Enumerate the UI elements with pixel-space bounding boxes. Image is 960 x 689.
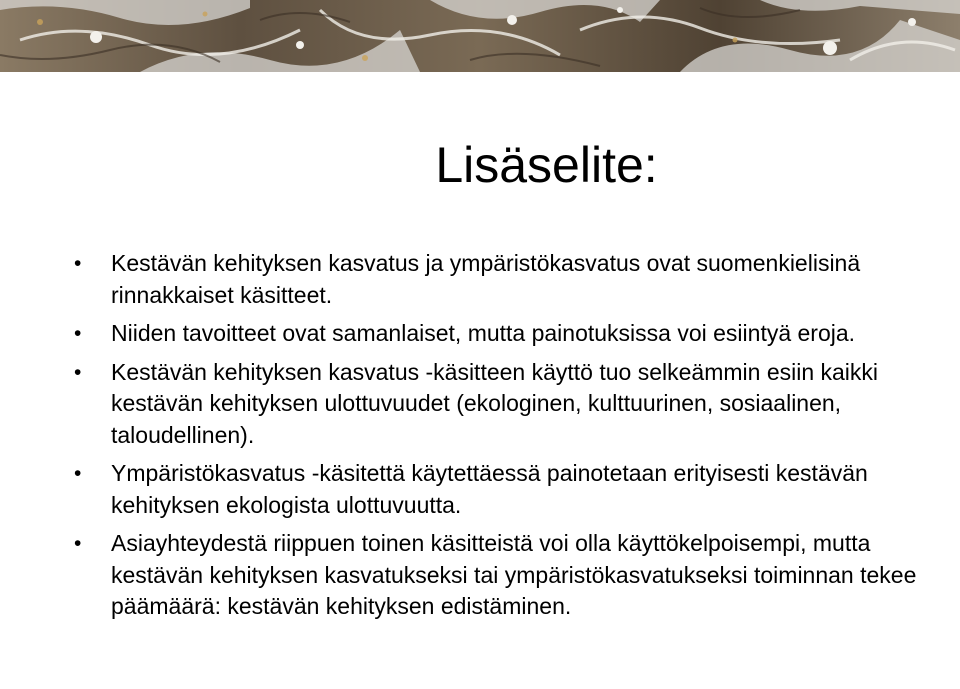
bullet-item — [0, 318, 960, 350]
bullet-item — [0, 357, 960, 452]
ice-texture-image — [0, 0, 960, 72]
header-photo-banner — [0, 0, 960, 72]
bullet-text: Kestävän kehityksen kasvatus ja ympäristökasvatus ovat suomenkielisinä rinnakkaiset käsitteet. — [111, 250, 861, 308]
bullet-text: Kestävän kehityksen kasvatus -käsitteen käyttö tuo selkeämmin esiin kaikki kestävän kehityksen ulottuvuudet (ekologinen, kulttuurinen, sosiaalinen, taloudellinen). — [111, 358, 879, 448]
bullet-dot-icon: • — [74, 322, 82, 345]
bullet-dot-icon: • — [74, 360, 82, 384]
bullet-dot-icon: • — [74, 462, 82, 485]
bullet-text: Asiayhteydestä riippuen toinen käsitteistä voi olla käyttökelpoisempi, mutta kestävän kehityksen kasvatukseksi tai ympäristökasvatukseksi toiminnan tekee päämäärä: kestävän kehityksen edistäminen. — [111, 530, 917, 619]
bullet-item — [0, 248, 960, 311]
bullet-item — [0, 528, 960, 623]
bullet-dot-icon: • — [74, 252, 82, 275]
slide-title: Lisäselite: — [435, 137, 658, 193]
bullet-text: Niiden tavoitteet ovat samanlaiset, mutta painotuksissa voi esiintyä eroja. — [111, 320, 856, 346]
bullet-text: Ympäristökasvatus -käsitettä käytettäessä painotetaan erityisesti kestävän kehityksen ekologista ulottuvuutta. — [111, 460, 868, 518]
bullet-dot-icon: • — [74, 532, 82, 555]
bullet-list — [0, 248, 960, 630]
bullet-item — [0, 458, 960, 521]
